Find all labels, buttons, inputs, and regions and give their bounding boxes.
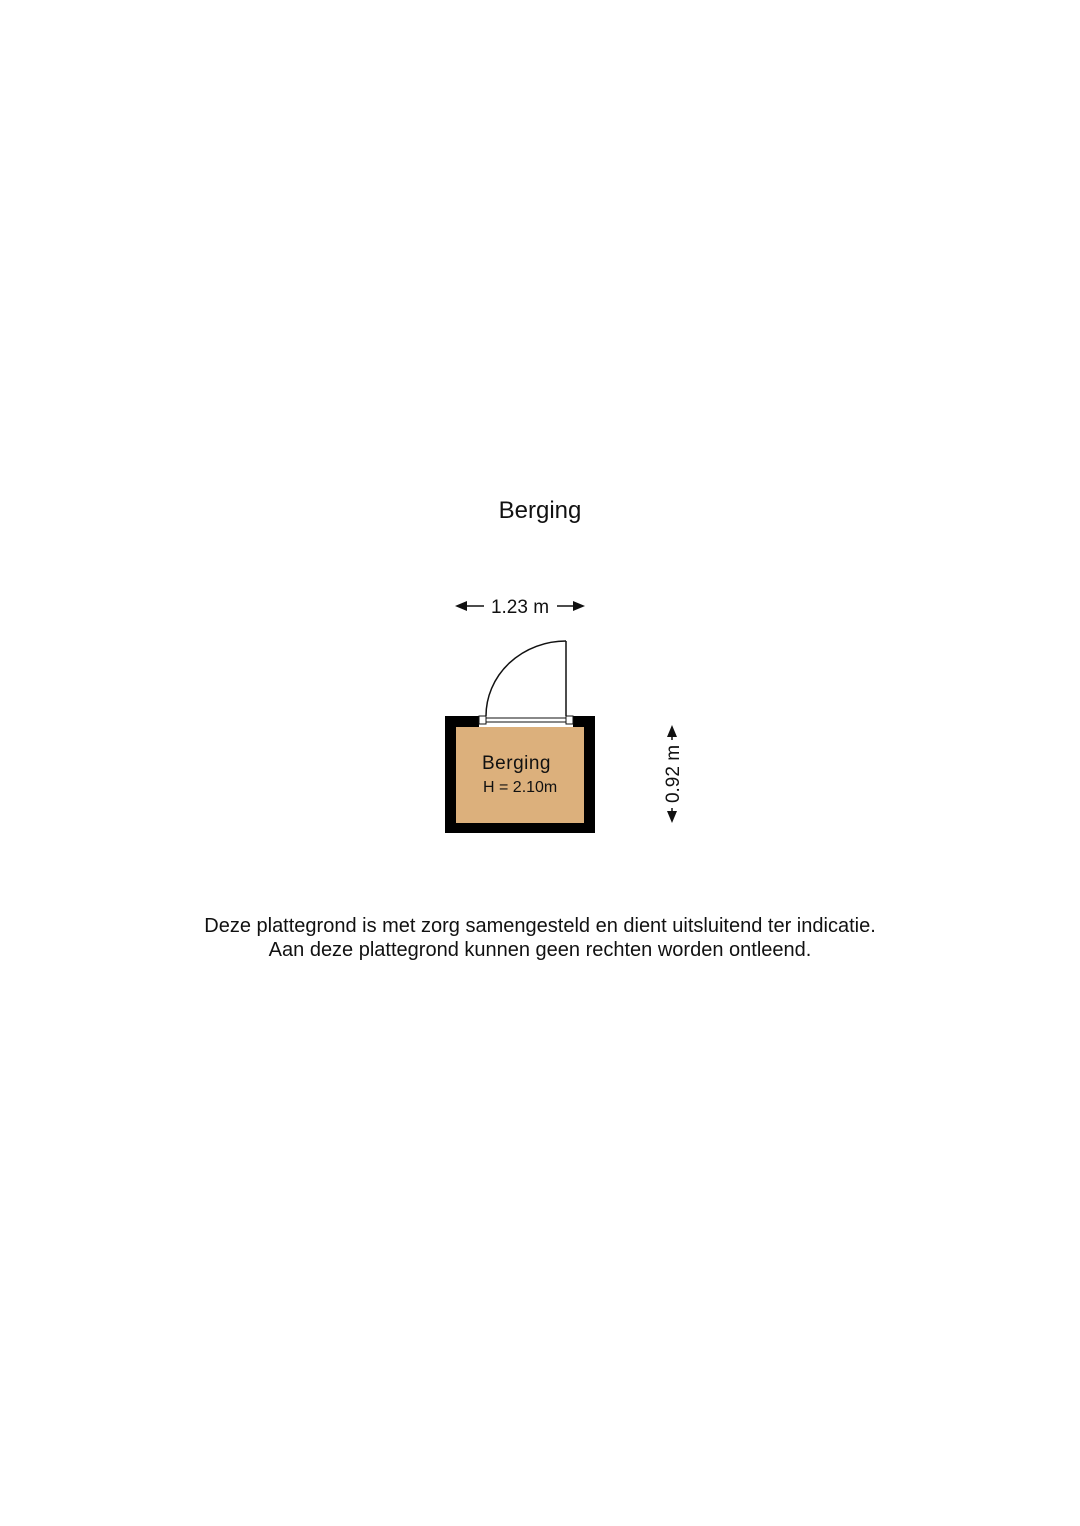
width-dimension-label: 1.23 m (490, 597, 550, 618)
room-name-label: Berging (482, 753, 551, 774)
depth-arrow-bottom-icon (667, 811, 677, 823)
door-jamb-right (566, 716, 573, 724)
disclaimer-line-2: Aan deze plattegrond kunnen geen rechten worden ontleend. (268, 939, 812, 961)
door-opening (479, 715, 573, 727)
depth-dimension-label: 0.92 m (663, 744, 684, 804)
room-height-label: H = 2.10m (483, 779, 558, 796)
floor-title: Berging (498, 497, 582, 524)
door-jamb-left (479, 716, 486, 724)
disclaimer-line-1: Deze plattegrond is met zorg samengesteld en dient uitsluitend ter indicatie. (204, 915, 876, 937)
disclaimer (0, 914, 1080, 962)
width-dimension (455, 597, 585, 618)
room-floor (456, 727, 584, 823)
width-arrow-left-icon (455, 601, 467, 611)
door-swing-arc (486, 641, 566, 716)
room-berging (445, 641, 595, 833)
depth-dimension (663, 725, 684, 823)
width-arrow-right-icon (573, 601, 585, 611)
